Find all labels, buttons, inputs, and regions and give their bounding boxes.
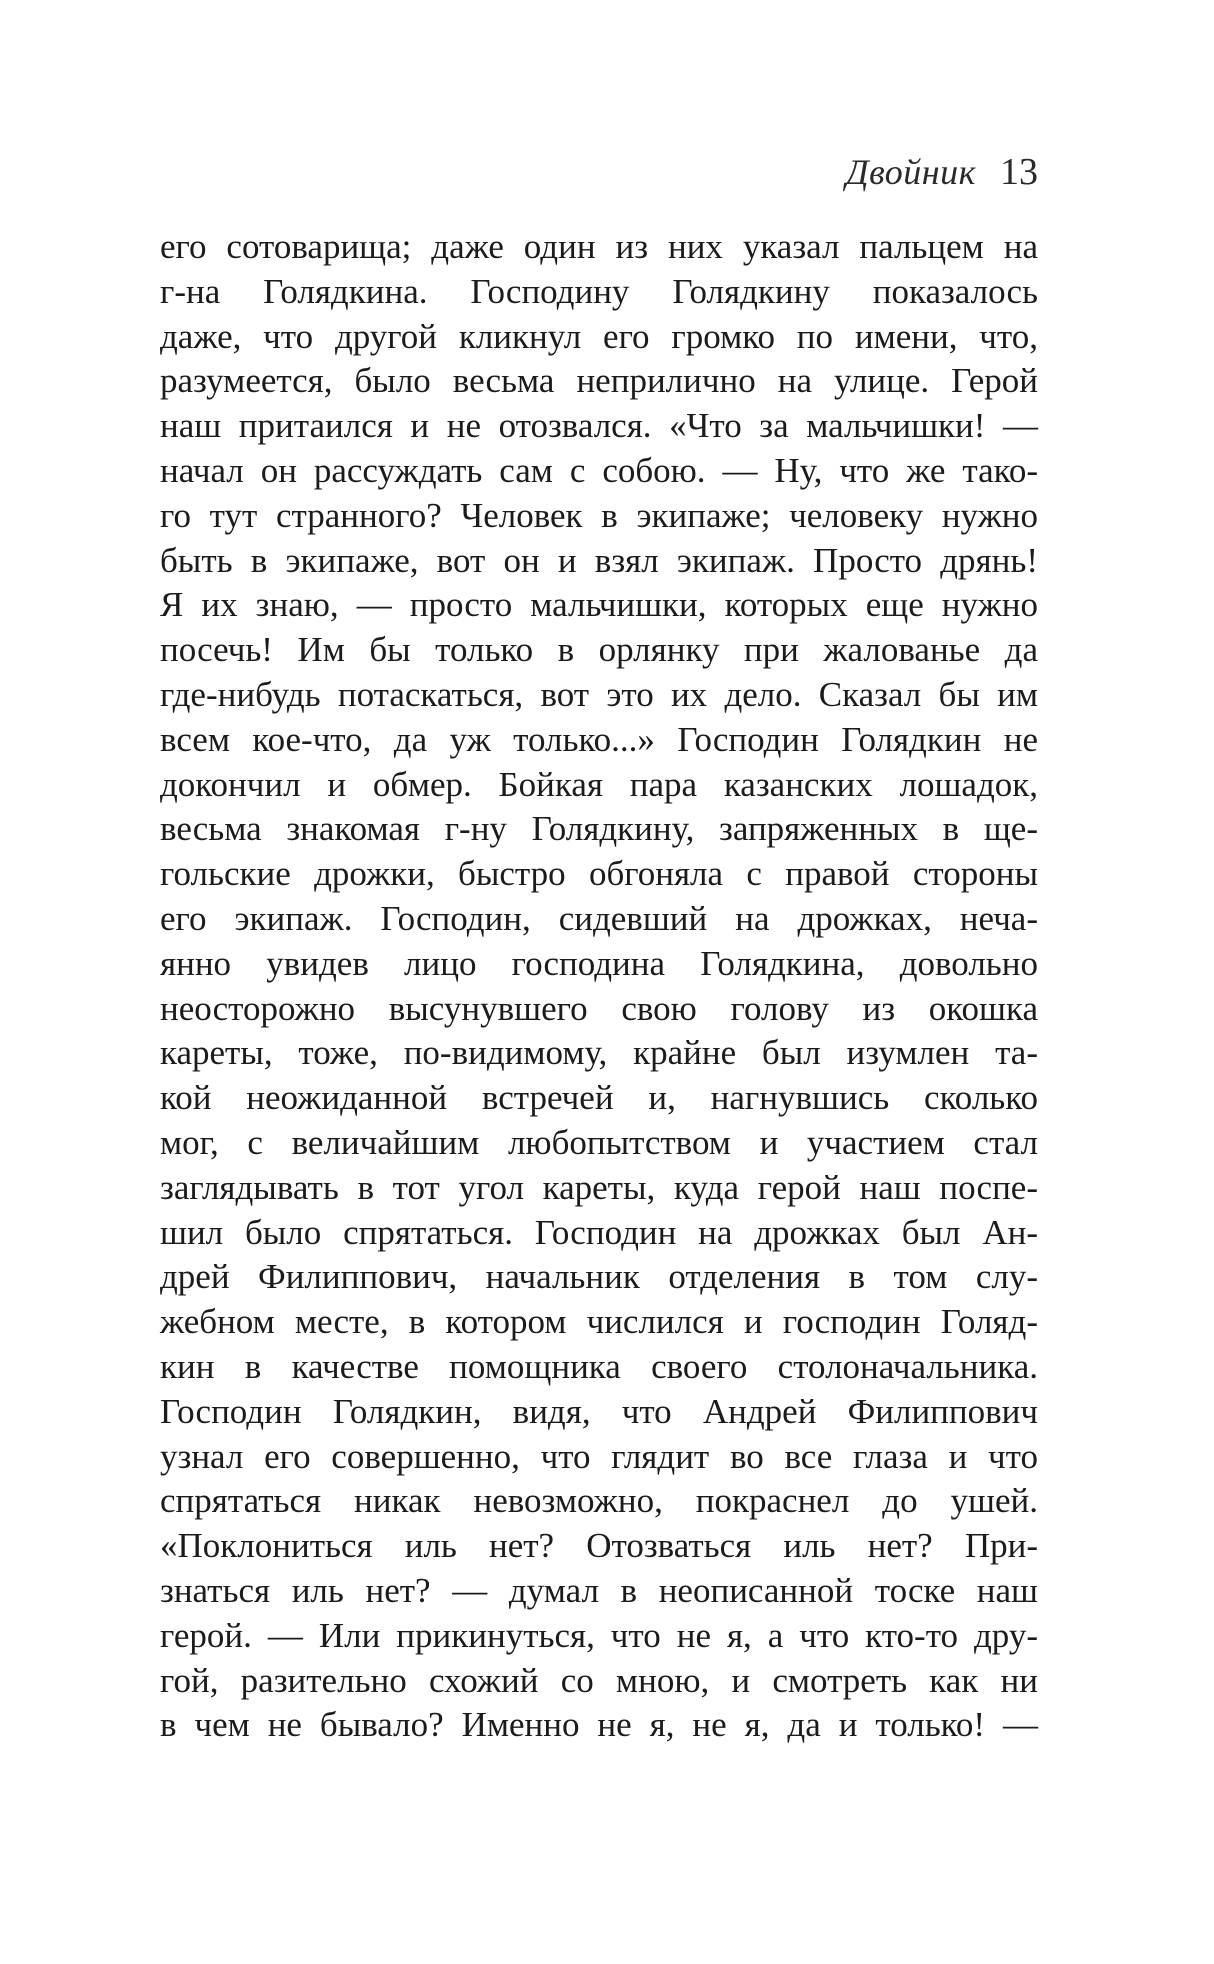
text-line: Господин Голядкин, видя, что Андрей Филиппович [160, 1391, 1038, 1431]
text-line: докончил и обмер. Бойкая пара казанских лошадок, [160, 764, 1038, 804]
body-text [160, 225, 1038, 1748]
text-line: узнал его совершенно, что глядит во все глаза и что [160, 1436, 1038, 1476]
text-line: кин в качестве помощника своего столоначальника. [160, 1346, 1038, 1386]
text-line: начал он рассуждать сам с собою. — Ну, что же тако- [160, 450, 1038, 490]
text-line: разумеется, было весьма неприлично на улице. Герой [160, 361, 1038, 401]
text-line: посечь! Им бы только в орлянку при жалованье да [160, 630, 1038, 670]
text-line: его экипаж. Господин, сидевший на дрожках, неча- [160, 898, 1038, 938]
text-line: заглядывать в тот угол кареты, куда герой наш поспе- [160, 1167, 1038, 1207]
running-title: Двойник [845, 152, 976, 192]
text-line: дрей Филиппович, начальник отделения в том слу- [160, 1257, 1038, 1297]
text-line: «Поклониться иль нет? Отозваться иль нет? При- [160, 1526, 1038, 1566]
text-line: герой. — Или прикинуться, что не я, а что кто-то дру- [160, 1615, 1038, 1655]
text-line: знаться иль нет? — думал в неописанной тоске наш [160, 1570, 1038, 1610]
text-line: янно увидев лицо господина Голядкина, довольно [160, 943, 1038, 983]
text-line: неосторожно высунувшего свою голову из окошка [160, 988, 1038, 1028]
text-line: г-на Голядкина. Господину Голядкину показалось [160, 271, 1038, 311]
text-line: кой неожиданной встречей и, нагнувшись сколько [160, 1078, 1038, 1118]
text-line: наш притаился и не отозвался. «Что за мальчишки! — [160, 406, 1038, 446]
text-line: мог, с величайшим любопытством и участием стал [160, 1122, 1038, 1162]
text-line: даже, что другой кликнул его громко по имени, что, [160, 316, 1038, 356]
text-line: гой, разительно схожий со мною, и смотреть как ни [160, 1660, 1038, 1700]
text-line: спрятаться никак невозможно, покраснел до ушей. [160, 1481, 1038, 1521]
text-line: жебном месте, в котором числился и господин Голяд- [160, 1302, 1038, 1342]
text-line: гольские дрожки, быстро обгоняла с правой стороны [160, 854, 1038, 894]
text-line: его сотоварища; даже один из них указал пальцем на [160, 227, 1038, 266]
text-line: шил было спрятаться. Господин на дрожках был Ан- [160, 1212, 1038, 1252]
text-line: го тут странного? Человек в экипаже; человеку нужно [160, 495, 1038, 535]
text-line: весьма знакомая г-ну Голядкину, запряженных в ще- [160, 809, 1038, 849]
text-line: где-нибудь потаскаться, вот это их дело. Сказал бы им [160, 674, 1038, 714]
text-line: Я их знаю, — просто мальчишки, которых еще нужно [160, 585, 1038, 625]
text-line: всем кое-что, да уж только...» Господин Голядкин не [160, 719, 1038, 759]
text-line: в чем не бывало? Именно не я, не я, да и только! — [160, 1705, 1038, 1745]
page-number: 13 [1000, 151, 1038, 193]
text-line: быть в экипаже, вот он и взял экипаж. Просто дрянь! [160, 540, 1038, 580]
running-head [846, 150, 1038, 194]
text-line: кареты, тоже, по-видимому, крайне был изумлен та- [160, 1033, 1038, 1073]
